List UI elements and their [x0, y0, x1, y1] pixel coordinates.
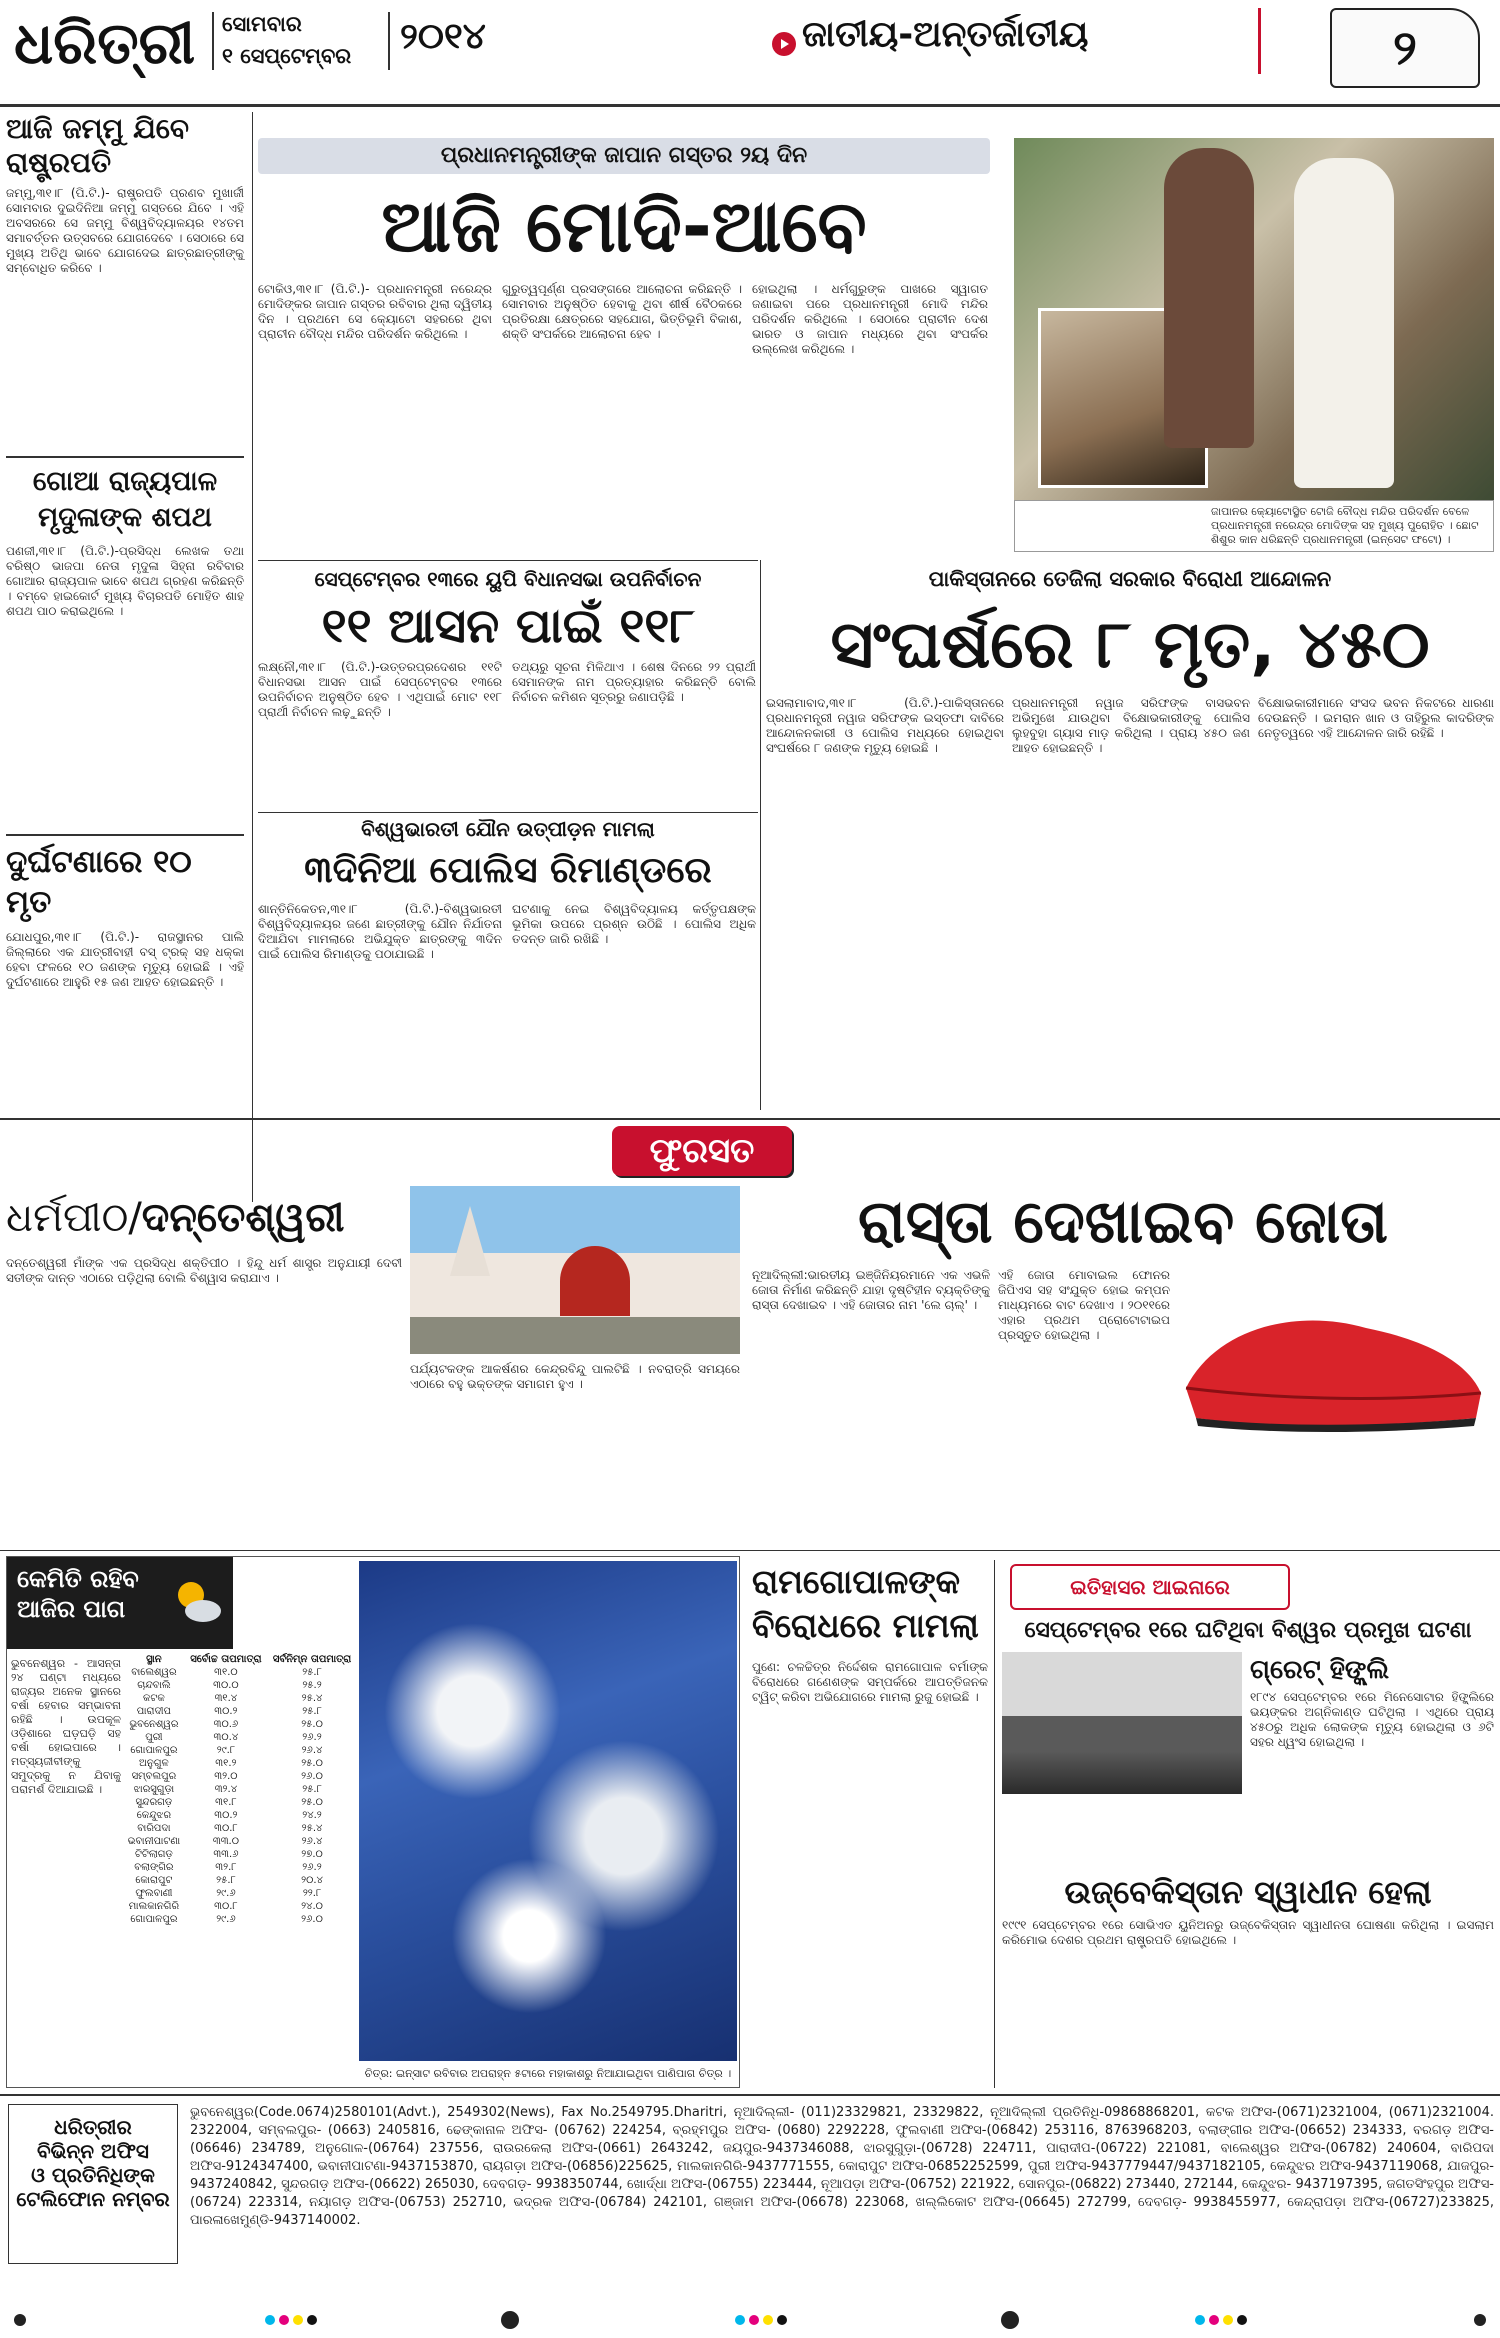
col-min: ସର୍ବନିମ୍ନ ତାପମାତ୍ରା [272, 1654, 352, 1665]
weather-min: ୨୫.୪ [301, 1823, 323, 1834]
satellite-caption [359, 2063, 737, 2085]
dharmapitha-title [6, 1188, 406, 1248]
lead-body-col1: ଟୋକିଓ,୩୧।୮ (ପି.ଟି.)- ପ୍ରଧାନମନ୍ତ୍ରୀ ନରେନ୍ଦ୍ର ମୋଦିଙ୍କର ଜାପାନ ଗସ୍ତର ରବିବାର ଥିଲା ଦ୍ୱିତୀୟ ଦିନ । ପ୍ରଥମେ ସେ କ୍ୟୋଟୋ ସହରରେ ଥିବା ପ୍ରାଚୀନ ବୌଦ୍ଧ ମନ୍ଦିର ପରିଦର୍ଶନ କରିଥିଲେ । [258, 282, 492, 341]
weather-max: ୩୧.୪ [214, 1693, 238, 1704]
weather-place: ଭବାନୀପାଟଣା [127, 1836, 181, 1847]
weather-min: ୨୬.୨ [302, 1862, 322, 1873]
president-jammu-headline: ଆଜି ଜମ୍ମୁ ଯିବେ ରାଷ୍ଟ୍ରପତି [6, 112, 189, 179]
weather-max: ୩୩.୦ [212, 1836, 239, 1847]
pm-figure [1294, 158, 1394, 488]
president-jammu-body: ଜମ୍ମୁ,୩୧।୮ (ପି.ଟି.)- ରାଷ୍ଟ୍ରପତି ପ୍ରଣବ ମୁଖାର୍ଜୀ ସୋମବାର ଦୁଇଦିନିଆ ଜମ୍ମୁ ଗସ୍ତରେ ଯିବେ । ଏହି ଅବସରରେ ସେ ଜମ୍ମୁ ବିଶ୍ୱବିଦ୍ୟାଳୟର ୧୪ତମ ସମାବର୍ତ୍ତନ ଉତ୍ସବରେ ଯୋଗଦେବେ । ସେଠାରେ ସେ ମୁଖ୍ୟ ଅତିଥି ଭାବେ ଯୋଗଦେଇ ଛାତ୍ରଛାତ୍ରୀଙ୍କୁ ସମ୍ବୋଧିତ କରିବେ । [6, 186, 244, 275]
weather-place: ସମ୍ବଲପୁର [131, 1771, 177, 1782]
lead-photo-caption-text: ଜାପାନର କ୍ୟୋଟୋସ୍ଥିତ ଟୋଜି ବୌଦ୍ଧ ମନ୍ଦିର ପରିଦର୍ଶନ ବେଳେ ପ୍ରଧାନମନ୍ତ୍ରୀ ନରେନ୍ଦ୍ର ମୋଦିଙ୍କ ସହ ମୁଖ୍ୟ ପୁରୋହିତ । ଛୋଟ ଶିଶୁର କାନ ଧରିଛନ୍ତି ପ୍ରଧାନମନ୍ତ୍ରୀ (ଇନ୍‌ସେଟ ଫଟୋ) । [1211, 505, 1479, 546]
print-registration-marks [0, 2300, 1500, 2338]
up-body-col2: ତଥ୍ୟରୁ ସୂଚନା ମିଳିଥାଏ । ଶେଷ ଦିନରେ ୨୨ ପ୍ରାର୍ଥୀ ସେମାନଙ୍କ ନାମ ପ୍ରତ୍ୟାହାର କରିଛନ୍ତି ବୋଲି ନିର୍ବାଚନ କମିଶନ ସୂତ୍ରରୁ ଜଣାପଡ଼ିଛି । [512, 660, 756, 704]
weather-min: ୨୫.୦ [301, 1719, 323, 1730]
dharmapitha-prefix: ଧର୍ମପୀଠ/ [6, 1195, 142, 1241]
weather-table-body [123, 1666, 357, 1926]
goa-governor-body: ପଣଜୀ,୩୧।୮ (ପି.ଟି.)-ପ୍ରସିଦ୍ଧ ଲେଖକ ତଥା ବରିଷ୍ଠ ଭାଜପା ନେତା ମୃଦୁଳା ସିହ୍ନା ରବିବାର ଗୋଆର ରାଜ୍ୟପାଳ ଭାବେ ଶପଥ ଗ୍ରହଣ କରିଛନ୍ତି । ବମ୍ବେ ହାଇକୋର୍ଟ ମୁଖ୍ୟ ବିଚାରପତି ମୋହିତ ଶାହ ଶପଥ ପାଠ କରାଇଥିଲେ । [6, 544, 244, 618]
weather-min: ୨୫.୮ [302, 1706, 322, 1717]
weather-max: ୩୦.୬ [213, 1719, 239, 1730]
weather-max: ୩୦.୮ [214, 1901, 238, 1912]
weather-row [123, 1783, 357, 1796]
pak-headline: ସଂଘର୍ଷରେ ୮ ମୃତ, ୪୫୦ [830, 606, 1430, 683]
hinckley-fire-photo [1002, 1652, 1242, 1794]
weather-forecast: ଭୁବନେଶ୍ୱର - ଆସନ୍ତା ୨୪ ଘଣ୍ଟା ମଧ୍ୟରେ ରାଜ୍ୟର ଅନେକ ସ୍ଥାନରେ ବର୍ଷା ହେବାର ସମ୍ଭାବନା ରହିଛି । ଉପକୂଳ ଓଡ଼ିଶାରେ ଘଡ଼ଘଡ଼ି ସହ ବର୍ଷା ହୋଇପାରେ । ମତ୍ସ୍ୟଜୀବୀଙ୍କୁ ସମୁଦ୍ରକୁ ନ ଯିବାକୁ ପରାମର୍ଶ ଦିଆଯାଇଛି । [11, 1657, 121, 1796]
uzbek-body: ୧୯୯୧ ସେପ୍ଟେମ୍ବର ୧ରେ ସୋଭିଏତ ୟୁନିଅନରୁ ଉଜ୍‌ବେକିସ୍ତାନ ସ୍ୱାଧୀନତା ଘୋଷଣା କରିଥିଲା । ଇସଲାମ କରିମୋଭ ଦେଶର ପ୍ରଥମ ରାଷ୍ଟ୍ରପତି ହୋଇଥିଲେ । [1002, 1918, 1494, 1947]
lead-kicker-text: ପ୍ରଧାନମନ୍ତ୍ରୀଙ୍କ ଜାପାନ ଗସ୍ତର ୨ୟ ଦିନ [440, 143, 808, 168]
dharmapitha-body-col1: ଦନ୍ତେଶ୍ୱରୀ ମାଁଙ୍କ ଏକ ପ୍ରସିଦ୍ଧ ଶକ୍ତିପୀଠ । ହିନ୍ଦୁ ଧର୍ମ ଶାସ୍ତ୍ର ଅନୁଯାୟୀ ଦେବୀ ସତୀଙ୍କ ଦାନ୍ତ ଏଠାରେ ପଡ଼ିଥିଲା ବୋଲି ବିଶ୍ୱାସ କରାଯାଏ । [6, 1256, 402, 1285]
weather-title-1: କେମିତି ରହିବ [17, 1565, 139, 1593]
pak-body-col3: ବିକ୍ଷୋଭକାରୀମାନେ ସଂସଦ ଭବନ ନିକଟରେ ଧାରଣା ଦେଉଛନ୍ତି । ଇମରାନ ଖାନ ଓ ତାହିରୁଲ କାଦରିଙ୍କ ନେତୃତ୍ୱରେ ଏହି ଆନ୍ଦୋଳନ ଜାରି ରହିଛି । [1258, 696, 1494, 740]
pak-kicker: ପାକିସ୍ତାନରେ ତେଜିଲା ସରକାର ବିରୋଧୀ ଆନ୍ଦୋଳନ [928, 567, 1332, 591]
smart-shoe-photo [1176, 1268, 1494, 1438]
history-logo-text: ଇତିହାସର ଆଇନାରେ [1070, 1575, 1230, 1599]
left-column [0, 112, 250, 1200]
masthead [0, 0, 1500, 108]
up-kicker: ସେପ୍ଟେମ୍ବର ୧୩ରେ ୟୁପି ବିଧାନସଭା ଉପନିର୍ବାଚନ [314, 567, 702, 591]
weather-panel [6, 1556, 740, 2088]
weather-max: ୨୯.୬ [216, 1888, 236, 1899]
weather-place: ଭୁବନେଶ୍ୱର [129, 1719, 179, 1730]
shoe-body-col1: ନୂଆଦିଲ୍ଲୀ:ଭାରତୀୟ ଇଞ୍ଜିନିୟରମାନେ ଏକ ଏଭଳି ଜୋତା ନିର୍ମାଣ କରିଛନ୍ତି ଯାହା ଦୃଷ୍ଟିହୀନ ବ୍ୟକ୍ତିଙ୍କୁ ରାସ୍ତା ଦେଖାଇବ । ଏହି ଜୋତାର ନାମ 'ଲେ ଚାଲ୍' । [752, 1268, 990, 1312]
weather-min: ୨୬.୨ [302, 1732, 322, 1743]
footer-box-line2: ବିଭିନ୍ନ ଅଫିସ [37, 2139, 149, 2163]
weather-place: ଗୋପାଳପୁର [130, 1914, 178, 1925]
weather-row [123, 1861, 357, 1874]
weather-row [123, 1731, 357, 1744]
weather-place: କୋରାପୁଟ [135, 1875, 173, 1886]
dantewari-temple-photo [410, 1186, 740, 1354]
weather-place: ସୁନ୍ଦରଗଡ଼ [135, 1797, 173, 1808]
weather-row [123, 1718, 357, 1731]
weather-place: ଅନୁଗୁଳ [139, 1758, 169, 1769]
weather-row [123, 1705, 357, 1718]
history-logo [1010, 1564, 1290, 1610]
weather-place: ପାରାଦୀପ [136, 1706, 172, 1717]
vb-body-col1: ଶାନ୍ତିନିକେତନ,୩୧।୮ (ପି.ଟି.)-ବିଶ୍ୱଭାରତୀ ବିଶ୍ୱବିଦ୍ୟାଳୟର ଜଣେ ଛାତ୍ରୀଙ୍କୁ ଯୌନ ନିର୍ଯାତନା ଦିଆଯିବା ମାମଲାରେ ଅଭିଯୁକ୍ତ ଛାତ୍ରଙ୍କୁ ୩ଦିନ ପାଇଁ ପୋଲିସ ରିମାଣ୍ଡକୁ ପଠାଯାଇଛି । [258, 902, 502, 961]
pak-body-col1: ଇସଲାମାବାଦ,୩୧।୮ (ପି.ଟି.)-ପାକିସ୍ତାନରେ ପ୍ରଧାନମନ୍ତ୍ରୀ ନୱାଜ ସରିଫଙ୍କ ଇସ୍ତଫା ଦାବିରେ ଆନ୍ଦୋଳନକାରୀ ଓ ପୋଲିସ ମଧ୍ୟରେ ହୋଇଥିବା ସଂଘର୍ଷରେ ୮ ଜଣଙ୍କ ମୃତ୍ୟୁ ହୋଇଛି । [766, 696, 1004, 755]
weather-max: ୩୨.୪ [214, 1784, 238, 1795]
weather-row [123, 1835, 357, 1848]
weather-row [123, 1692, 357, 1705]
logo: ଧରିତ୍ରୀ [14, 9, 196, 77]
weather-table [123, 1653, 357, 2083]
play-icon [772, 32, 796, 56]
weather-place: ବଲାଙ୍ଗିର [134, 1862, 174, 1873]
weather-min: ୨୬.୦ [301, 1914, 323, 1925]
section-title: ଜାତୀୟ-ଅନ୍ତର୍ଜାତୀୟ [802, 14, 1089, 55]
weather-min: ୨୫.୦ [301, 1758, 323, 1769]
weather-max: ୩୦.୨ [214, 1706, 238, 1717]
weather-max: ୩୨.୦ [214, 1771, 238, 1782]
vb-body-col2: ଘଟଣାକୁ ନେଇ ବିଶ୍ୱବିଦ୍ୟାଳୟ କର୍ତ୍ତୃପକ୍ଷଙ୍କ ଭୂମିକା ଉପରେ ପ୍ରଶ୍ନ ଉଠିଛି । ପୋଲିସ ଅଧିକ ତଦନ୍ତ ଜାରି ରଖିଛି । [512, 902, 756, 946]
col-max: ସର୍ବୋଚ୍ଚ ତାପମାତ୍ରା [190, 1654, 262, 1665]
weather-max: ୩୨.୮ [215, 1862, 237, 1873]
satellite-image [359, 1561, 737, 2061]
weather-place: ଫୁଲବାଣୀ [135, 1888, 173, 1899]
weather-row [123, 1796, 357, 1809]
weather-place: ବାଲେଶ୍ୱର [131, 1667, 177, 1678]
lead-body-col3: ହୋଇଥିଲା । ଧର୍ମଗୁରୁଙ୍କ ପାଖରେ ସ୍ୱାଗତ ଜଣାଇବା ପରେ ପ୍ରଧାନମନ୍ତ୍ରୀ ମୋଦି ମନ୍ଦିର ପରିଦର୍ଶନ କରିଥିଲେ । ସେଠାରେ ପ୍ରାଚୀନ ଦେଶ ଭାରତ ଓ ଜାପାନ ମଧ୍ୟରେ ଥିବା ସଂପର୍କର ଉଲ୍ଲେଖ କରିଥିଲେ । [752, 282, 988, 356]
dharmapitha-name: ଦନ୍ତେଶ୍ୱରୀ [141, 1195, 345, 1241]
issue-day: ସୋମବାର [222, 12, 302, 36]
footer-phones: ଭୁବନେଶ୍ୱର(Code.0674)2580101(Advt.), 2549302(News), Fax No.2549795.Dharitri, ନୂଆଦିଲ୍ଲୀ- (011)23329821, 23329822, ନୂଆଦିଲ୍ଲୀ ପ୍ରତିନିଧି-09868868201, କଟକ ଅଫିସ-(0671)2321004, (0671)2321004. 2322004, ସମ୍ବଲପୁର- (0663) 2405816, ଢେଙ୍କାନାଳ ଅଫିସ- (06762) 224254, ବ୍ରହ୍ମପୁର ଅଫିସ- (0680) 2292228, ଫୁଲବାଣୀ ଅଫିସ-(06842) 253116, 8763968203, ବଲାଙ୍ଗୀର ଅଫିସ-(06652) 234333, ବରଗଡ଼ ଅଫିସ- (06646) 234789, ଅନୁଗୋଳ-(06764) 237556, ରାଉରକେଲା ଅଫିସ-(0661) 2643242, ଜୟପୁର-9437346088, ଝାରସୁଗୁଡ଼ା-(06728) 224711, ପାରାଦୀପ-(06722) 221081, ବାଲେଶ୍ୱର ଅଫିସ-(06782) 240604, ବାରିପଦା ଅଫିସ-9124347400, ଭବାନୀପାଟଣା-9437153870, ରାୟଗଡ଼ା ଅଫିସ-(06856)225625, ମାଲକାନଗିରି-9437771555, କୋରାପୁଟ ଅଫିସ-06852252599, ପୁରୀ ଅଫିସ-9437779447/9437182105, କେନ୍ଦୁଝର ଅଫିସ-9437119068, ଯାଜପୁର- 9437240842, ସୁନ୍ଦରଗଡ଼ ଅଫିସ-(06622) 265030, ଦେବଗଡ଼- 9938350744, ଖୋର୍ଦ୍ଧା ଅଫିସ-(06755) 223444, ନୂଆପଡ଼ା ଅଫିସ-(06752) 221922, ସୋନପୁର-(06822) 273440, 272144, କେନ୍ଦୁଝର- 9437197395, ଜଗତସିଂହପୁର ଅଫିସ- (06724) 223314, ନୟାଗଡ଼ ଅଫିସ-(06753) 252710, ଭଦ୍ରକ ଅଫିସ-(06784) 242101, ଗଞ୍ଜାମ ଅଫିସ-(06678) 223068, ଖଲ୍ଲିକୋଟ ଅଫିସ-(06645) 272799, ଦେବଗଡ଼- 9938455977, କେନ୍ଦ୍ରାପଡ଼ା ଅଫିସ-(06727)233825, ପାରଳାଖେମୁଣ୍ଡି-9437140002. [190, 2105, 1494, 2228]
weather-row [123, 1913, 357, 1926]
weather-max: ୨୯.୮ [216, 1745, 236, 1756]
weather-max: ୩୧.୨ [215, 1758, 237, 1769]
modi-japan-photo [1014, 138, 1494, 500]
weather-place: କେନ୍ଦୁଝର [136, 1810, 172, 1821]
weather-place: ଗୋପାଳପୁର [130, 1745, 178, 1756]
weather-row [123, 1757, 357, 1770]
lead-kicker [258, 138, 990, 174]
vb-kicker: ବିଶ୍ୱଭାରତୀ ଯୌନ ଉତ୍ପୀଡ଼ନ ମାମଲା [361, 817, 655, 841]
temple-arch [560, 1246, 630, 1316]
weather-min: ୨୫.୮ [302, 1667, 322, 1678]
weather-min: ୨୫.୦ [301, 1797, 323, 1808]
fursat-banner [612, 1126, 792, 1176]
footer-office-box [8, 2104, 178, 2264]
weather-place: ପୁରୀ [145, 1732, 163, 1743]
weather-row [123, 1809, 357, 1822]
lead-photo-caption [1014, 500, 1494, 552]
history-subtitle: ସେପ୍ଟେମ୍ବର ୧ରେ ଘଟିଥିବା ବିଶ୍ୱର ପ୍ରମୁଖ ଘଟଣା [1024, 1618, 1472, 1643]
temple-spire [450, 1206, 490, 1276]
weather-min: ୨୪.୨ [302, 1810, 322, 1821]
pak-body-col2: ପ୍ରଧାନମନ୍ତ୍ରୀ ନୱାଜ ସରିଫଙ୍କ ବାସଭବନ ଅଭିମୁଖେ ଯାଉଥିବା ବିକ୍ଷୋଭକାରୀଙ୍କୁ ପୋଲିସ ଲୁହବୁହା ଗ୍ୟାସ ମାଡ଼ କରିଥିଲା । ପ୍ରାୟ ୪୫୦ ଜଣ ଆହତ ହୋଇଛନ୍ତି । [1012, 696, 1250, 755]
weather-min: ୨୭.୦ [301, 1849, 323, 1860]
rgv-headline: ରାମଗୋପାଳଙ୍କ ବିରୋଧରେ ମାମଲା [752, 1562, 979, 1645]
weather-row [123, 1666, 357, 1679]
weather-row [123, 1900, 357, 1913]
weather-place: କଟକ [143, 1693, 165, 1704]
sun-cloud-icon [167, 1573, 225, 1631]
lead-headline: ଆଜି ମୋଦି-ଆବେ [381, 184, 867, 268]
monk-figure [1164, 148, 1254, 448]
shoe-body-col2: ଏହି ଜୋତା ମୋବାଇଲ ଫୋନର ଜିପିଏସ ସହ ସଂଯୁକ୍ତ ହୋଇ କମ୍ପନ ମାଧ୍ୟମରେ ବାଟ ଦେଖାଏ । ୨୦୧୧ରେ ଏହାର ପ୍ରଥମ ପ୍ରୋଟୋଟାଇପ ପ୍ରସ୍ତୁତ ହୋଇଥିଲା । [998, 1268, 1170, 1342]
issue-date: ୧ ସେପ୍ଟେମ୍ବର [222, 44, 352, 68]
col-place: ସ୍ଥାନ [146, 1654, 162, 1665]
fursat-banner-text: ଫୁରସତ [649, 1131, 755, 1171]
accident-headline: ଦୁର୍ଘଟଣାରେ ୧୦ ମୃତ [6, 844, 192, 920]
footer-box-line4: ଟେଲିଫୋନ ନମ୍ବର [16, 2187, 170, 2211]
uzbek-headline: ଉଜ୍‌ବେକିସ୍ତାନ ସ୍ୱାଧୀନ ହେଲା [1064, 1873, 1432, 1911]
dharmapitha-body-col2: ପର୍ଯ୍ୟଟକଙ୍କ ଆକର୍ଷଣର କେନ୍ଦ୍ରବିନ୍ଦୁ ପାଲଟିଛି । ନବରାତ୍ରି ସମୟରେ ଏଠାରେ ବହୁ ଭକ୍ତଙ୍କ ସମାଗମ ହୁଏ । [410, 1362, 740, 1391]
weather-max: ୩୩.୬ [213, 1849, 239, 1860]
weather-max: ୩୦.୮ [214, 1823, 238, 1834]
satellite-credit: ଚିତ୍ର: ଇନ୍‌ସାଟ [364, 2067, 431, 2080]
weather-min: ୨୬.୪ [301, 1745, 323, 1756]
weather-max: ୩୦.୪ [213, 1732, 239, 1743]
goa-governor-headline: ଗୋଆ ରାଜ୍ୟପାଳ ମୃଦୁଳାଙ୍କ ଶପଥ [32, 466, 218, 533]
weather-min: ୨୫.୪ [301, 1693, 323, 1704]
page-number-tab [1330, 8, 1480, 88]
footer-box-line3: ଓ ପ୍ରତିନିଧିଙ୍କ [31, 2163, 155, 2187]
satellite-caption-text: ରବିବାର ଅପରାହ୍ନ ୫ଟାରେ ମହାକାଶରୁ ନିଆଯାଇଥିବା ପାଣିପାଗ ଚିତ୍ର । [433, 2067, 732, 2080]
weather-row [123, 1822, 357, 1835]
weather-min: ୨୦.୪ [301, 1875, 323, 1886]
weather-max: ୩୦.୨ [214, 1810, 238, 1821]
weather-min: ୨୬.୦ [301, 1771, 323, 1782]
weather-title-2: ଆଜିର ପାଗ [17, 1595, 126, 1623]
fire-body: ୧୮୯୪ ସେପ୍ଟେମ୍ବର ୧ରେ ମିନେସୋଟାର ହିଙ୍କ୍ଲିରେ ଭୟଙ୍କର ଅଗ୍ନିକାଣ୍ଡ ଘଟିଥିଲା । ଏଥିରେ ପ୍ରାୟ ୪୫୦ରୁ ଅଧିକ ଲୋକଙ୍କ ମୃତ୍ୟୁ ହୋଇଥିଲା ଓ ୬ଟି ସହର ଧ୍ୱଂସ ହୋଇଥିଲା । [1250, 1690, 1494, 1749]
weather-place: ଚାନ୍ଦବାଲି [137, 1680, 171, 1691]
weather-max: ୨୯.୬ [216, 1914, 236, 1925]
weather-row [123, 1744, 357, 1757]
weather-min: ୨୫.୮ [302, 1784, 322, 1795]
accident-body: ଯୋଧପୁର,୩୧।୮ (ପି.ଟି.)- ରାଜସ୍ଥାନର ପାଲି ଜିଲ୍ଲାରେ ଏକ ଯାତ୍ରୀବାହୀ ବସ୍ ଟ୍ରକ୍ ସହ ଧକ୍କା ହେବା ଫଳରେ ୧୦ ଜଣଙ୍କ ମୃତ୍ୟୁ ହୋଇଛି । ଏହି ଦୁର୍ଘଟଣାରେ ଆହୁରି ୧୫ ଜଣ ଆହତ ହୋଇଛନ୍ତି । [6, 930, 244, 989]
weather-place: ଝାରସୁଗୁଡ଼ା [133, 1784, 175, 1795]
weather-min: ୨୬.୪ [301, 1836, 323, 1847]
page-number: ୨ [1393, 20, 1417, 76]
weather-max: ୩୦.୦ [213, 1680, 239, 1691]
weather-title-box [7, 1557, 233, 1649]
weather-place: ଟିଟିଲାଗଡ଼ [134, 1849, 173, 1860]
lead-body-col2: ଗୁରୁତ୍ୱପୂର୍ଣ୍ଣ ପ୍ରସଙ୍ଗରେ ଆଲୋଚନା କରିଛନ୍ତି । ସୋମବାର ଅନୁଷ୍ଠିତ ହେବାକୁ ଥିବା ଶୀର୍ଷ ବୈଠକରେ ପ୍ରତିରକ୍ଷା କ୍ଷେତ୍ରରେ ସହଯୋଗ, ଭିତ୍ତିଭୂମି ବିକାଶ, ଶକ୍ତି ସଂପର୍କରେ ଆଲୋଚନା ହେବ । [502, 282, 742, 341]
rgv-body: ପୁଣେ: ଚଳଚ୍ଚିତ୍ର ନିର୍ଦ୍ଦେଶକ ରାମଗୋପାଳ ବର୍ମାଙ୍କ ବିରୋଧରେ ଗଣେଶଙ୍କ ସମ୍ପର୍କରେ ଆପତ୍ତିଜନକ ଟ୍ୱିଟ୍ କରିବା ଅଭିଯୋଗରେ ମାମଲା ରୁଜୁ ହୋଇଛି । [752, 1660, 988, 1704]
fire-headline: ଗ୍ରେଟ୍ ହିଙ୍କ୍ଲି [1250, 1655, 1390, 1685]
up-headline: ୧୧ ଆସନ ପାଇଁ ୧୧୮ [321, 598, 695, 654]
weather-min: ୨୫.୨ [302, 1680, 322, 1691]
weather-row [123, 1770, 357, 1783]
weather-row [123, 1887, 357, 1900]
shoe-headline: ରାସ୍ତା ଦେଖାଇବ ଜୋତା [858, 1187, 1388, 1257]
weather-max: ୨୫.୮ [216, 1875, 236, 1886]
weather-max: ୩୧.୦ [214, 1667, 238, 1678]
issue-year: ୨୦୧୪ [400, 16, 486, 57]
footer-box-line1: ଧରିତ୍ରୀର [54, 2115, 132, 2139]
weather-row [123, 1874, 357, 1887]
weather-place: ବାରିପଦା [137, 1823, 171, 1834]
vb-headline: ୩ଦିନିଆ ପୋଲିସ ରିମାଣ୍ଡରେ [304, 850, 712, 891]
weather-max: ୩୧.୮ [215, 1797, 237, 1808]
up-body-col1: ଲକ୍ଷ୍ନୌ,୩୧।୮ (ପି.ଟି.)-ଉତ୍ତରପ୍ରଦେଶର ୧୧ଟି ବିଧାନସଭା ଆସନ ପାଇଁ ସେପ୍ଟେମ୍ବର ୧୩ରେ ଉପନିର୍ବାଚନ ଅନୁଷ୍ଠିତ ହେବ । ଏଥିପାଇଁ ମୋଟ ୧୧୮ ପ୍ରାର୍ଥୀ ନିର୍ବାଚନ ଲଢ଼ୁଛନ୍ତି । [258, 660, 502, 719]
weather-min: ୨୨.୮ [302, 1888, 322, 1899]
weather-row [123, 1848, 357, 1861]
weather-row [123, 1679, 357, 1692]
weather-min: ୨୪.୦ [301, 1901, 323, 1912]
weather-place: ମାଲକାନଗିରି [128, 1901, 180, 1912]
